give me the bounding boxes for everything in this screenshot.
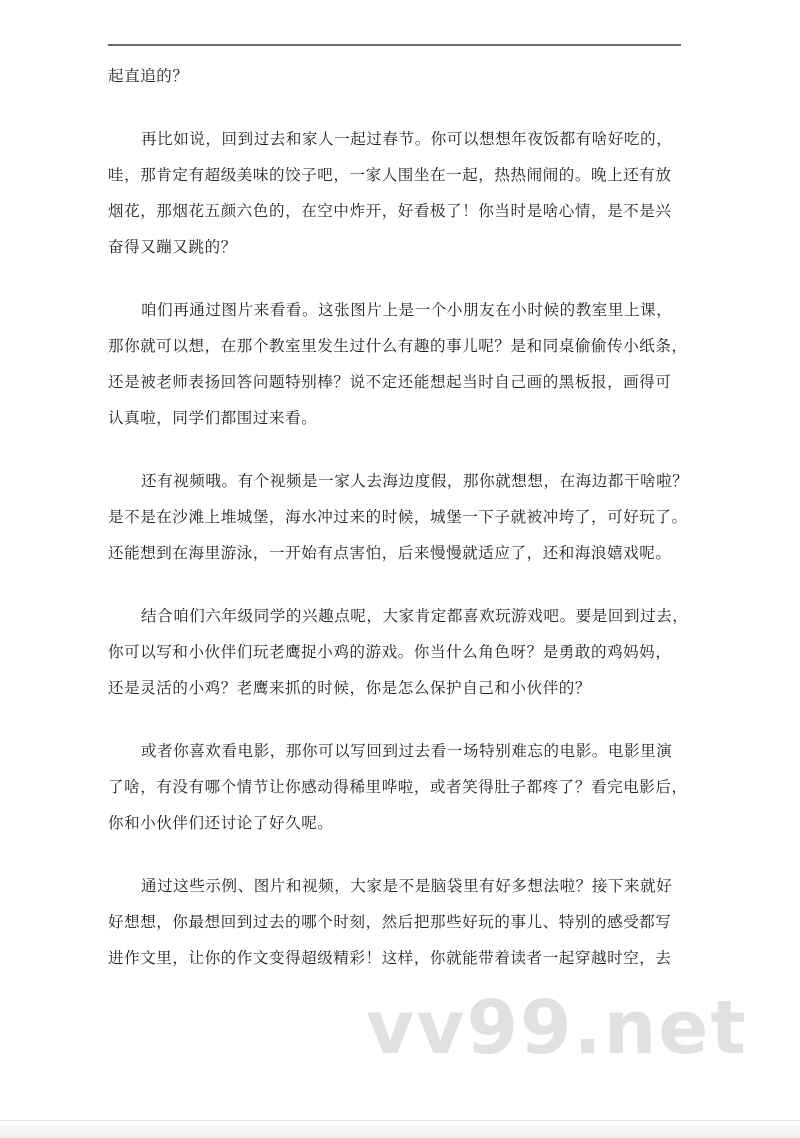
page-bottom-edge: [0, 1120, 800, 1138]
paragraph-line: 奋得又蹦又跳的？: [108, 238, 237, 256]
paragraph-line: 咱们再通过图片来看看。这张图片上是一个小朋友在小时候的教室里上课，: [141, 301, 673, 319]
paragraph-line: 结合咱们六年级同学的兴趣点呢，大家肯定都喜欢玩游戏吧。要是回到过去，: [141, 607, 689, 625]
paragraph-line: 烟花，那烟花五颜六色的，在空中炸开，好看极了！你当时是啥心情，是不是兴: [108, 202, 672, 220]
paragraph-line: 通过这些示例、图片和视频，大家是不是脑袋里有好多想法啦？接下来就好: [141, 877, 673, 895]
paragraph-line: 起直追的？: [108, 67, 189, 85]
paragraph-1: [108, 58, 688, 94]
header-rule: [108, 44, 681, 46]
paragraph-4: [108, 463, 688, 571]
paragraph-line: 是不是在沙滩上堆城堡，海水冲过来的时候，城堡一下子就被冲垮了，可好玩了。: [108, 508, 688, 526]
paragraph-line: 还是被老师表扬回答问题特别棒？说不定还能想起当时自己画的黑板报，画得可: [108, 373, 672, 391]
paragraph-line: 了啥，有没有哪个情节让你感动得稀里哗啦，或者笑得肚子都疼了？看完电影后，: [108, 778, 688, 796]
paragraph-line: 那你就可以想，在那个教室里发生过什么有趣的事儿呢？是和同桌偷偷传小纸条，: [108, 337, 688, 355]
paragraph-line: 你可以写和小伙伴们玩老鹰捉小鸡的游戏。你当什么角色呀？是勇敢的鸡妈妈，: [108, 643, 672, 661]
paragraph-line: 哇，那肯定有超级美味的饺子吧，一家人围坐在一起，热热闹闹的。晚上还有放: [108, 166, 672, 184]
paragraph-line: 认真啦，同学们都围过来看。: [108, 409, 318, 427]
paragraph-5: [108, 598, 688, 706]
paragraph-line: 你和小伙伴们还讨论了好久呢。: [108, 814, 334, 832]
paragraph-line: 还能想到在海里游泳，一开始有点害怕，后来慢慢就适应了，还和海浪嬉戏呢。: [108, 544, 672, 562]
paragraph-6: [108, 733, 688, 841]
paragraph-line: 还是灵活的小鸡？老鹰来抓的时候，你是怎么保护自己和小伙伴的？: [108, 679, 592, 697]
watermark: vv99.net: [366, 985, 748, 1071]
paragraph-line: 好想想，你最想回到过去的哪个时刻，然后把那些好玩的事儿、特别的感受都写: [108, 913, 672, 931]
paragraph-7: [108, 868, 688, 976]
paragraph-line: 或者你喜欢看电影，那你可以写回到过去看一场特别难忘的电影。电影里演: [141, 742, 673, 760]
paragraph-3: [108, 292, 688, 436]
paragraph-line: 再比如说，回到过去和家人一起过春节。你可以想想年夜饭都有啥好吃的，: [141, 130, 673, 148]
document-body: [108, 58, 688, 1003]
paragraph-2: [108, 121, 688, 265]
paragraph-line: 进作文里，让你的作文变得超级精彩！这样，你就能带着读者一起穿越时空，去: [108, 949, 672, 967]
paragraph-line: 还有视频哦。有个视频是一家人去海边度假，那你就想想，在海边都干啥啦？: [141, 472, 689, 490]
